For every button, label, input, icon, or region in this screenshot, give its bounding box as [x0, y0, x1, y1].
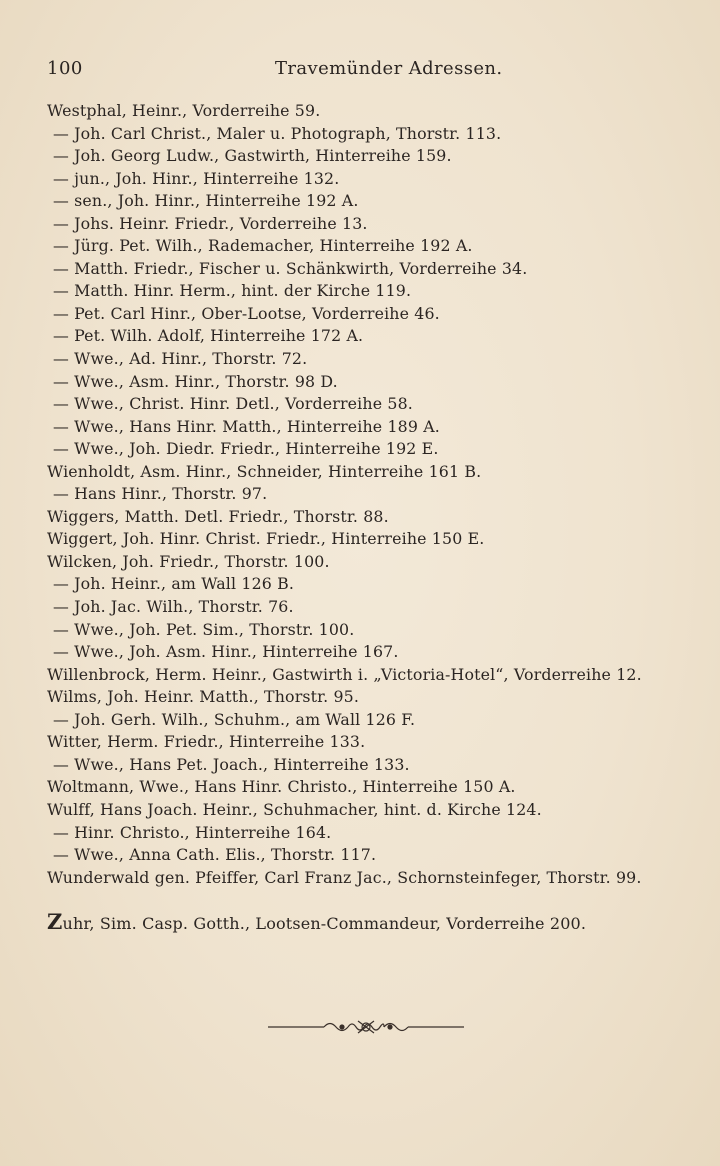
address-entry-list — [47, 100, 697, 889]
z-section-entry — [47, 910, 586, 936]
address-entry: — Jürg. Pet. Wilh., Rademacher, Hinterreihe 192 A. — [53, 236, 473, 256]
address-entry: — Wwe., Joh. Pet. Sim., Thorstr. 100. — [53, 619, 355, 639]
address-entry: Willenbrock, Herm. Heinr., Gastwirth i. „Victoria-Hotel“, Vorderreihe 12. — [47, 664, 642, 684]
page-header — [47, 58, 680, 84]
address-entry: — Wwe., Asm. Hinr., Thorstr. 98 D. — [53, 371, 338, 391]
address-entry: Wiggert, Joh. Hinr. Christ. Friedr., Hinterreihe 150 E. — [47, 529, 485, 549]
address-entry: — Joh. Georg Ludw., Gastwirth, Hinterreihe 159. — [53, 146, 452, 166]
address-entry: — Wwe., Joh. Asm. Hinr., Hinterreihe 167. — [53, 642, 399, 662]
address-entry: — Wwe., Anna Cath. Elis., Thorstr. 117. — [53, 845, 377, 865]
address-entry: Witter, Herm. Friedr., Hinterreihe 133. — [47, 732, 366, 752]
address-entry: — jun., Joh. Hinr., Hinterreihe 132. — [53, 168, 340, 188]
address-entry: — Wwe., Hans Hinr. Matth., Hinterreihe 189 A. — [53, 416, 440, 436]
page-number: 100 — [47, 58, 83, 79]
address-entry: — Joh. Carl Christ., Maler u. Photograph, Thorstr. 113. — [53, 123, 502, 143]
scroll-divider-ornament-icon — [268, 1016, 464, 1038]
address-entry: — Matth. Friedr., Fischer u. Schänkwirth, Vorderreihe 34. — [53, 258, 528, 278]
address-entry: Wilcken, Joh. Friedr., Thorstr. 100. — [47, 551, 330, 571]
address-entry: — Johs. Heinr. Friedr., Vorderreihe 13. — [53, 213, 368, 233]
address-entry: Wiggers, Matth. Detl. Friedr., Thorstr. 88. — [47, 506, 389, 526]
address-entry: — Joh. Jac. Wilh., Thorstr. 76. — [53, 597, 294, 617]
address-entry: Wunderwald gen. Pfeiffer, Carl Franz Jac., Schornsteinfeger, Thorstr. 99. — [47, 867, 642, 887]
z-entry-text: uhr, Sim. Casp. Gotth., Lootsen-Commandeur, Vorderreihe 200. — [62, 914, 587, 933]
address-entry: — Hinr. Christo., Hinterreihe 164. — [53, 822, 332, 842]
running-head-title: Travemünder Adressen. — [275, 58, 503, 79]
address-entry: Wilms, Joh. Heinr. Matth., Thorstr. 95. — [47, 687, 360, 707]
z-initial: Z — [47, 909, 63, 934]
address-entry: — Pet. Wilh. Adolf, Hinterreihe 172 A. — [53, 326, 364, 346]
address-entry: — Joh. Heinr., am Wall 126 B. — [53, 574, 295, 594]
address-entry: — Wwe., Joh. Diedr. Friedr., Hinterreihe 192 E. — [53, 439, 439, 459]
address-entry: Wulff, Hans Joach. Heinr., Schuhmacher, hint. d. Kirche 124. — [47, 799, 542, 819]
address-entry: — Joh. Gerh. Wilh., Schuhm., am Wall 126 F. — [53, 709, 416, 729]
address-entry: — Hans Hinr., Thorstr. 97. — [53, 484, 268, 504]
address-entry: Woltmann, Wwe., Hans Hinr. Christo., Hinterreihe 150 A. — [47, 777, 516, 797]
address-entry: Wienholdt, Asm. Hinr., Schneider, Hinterreihe 161 B. — [47, 461, 482, 481]
address-entry: — sen., Joh. Hinr., Hinterreihe 192 A. — [53, 191, 359, 211]
address-entry: Westphal, Heinr., Vorderreihe 59. — [47, 101, 321, 120]
address-entry: — Wwe., Christ. Hinr. Detl., Vorderreihe 58. — [53, 394, 413, 414]
address-entry: — Matth. Hinr. Herm., hint. der Kirche 119. — [53, 281, 412, 301]
address-entry: — Wwe., Ad. Hinr., Thorstr. 72. — [53, 349, 308, 369]
address-entry: — Wwe., Hans Pet. Joach., Hinterreihe 133. — [53, 754, 410, 774]
address-entry: — Pet. Carl Hinr., Ober-Lootse, Vorderreihe 46. — [53, 303, 440, 323]
